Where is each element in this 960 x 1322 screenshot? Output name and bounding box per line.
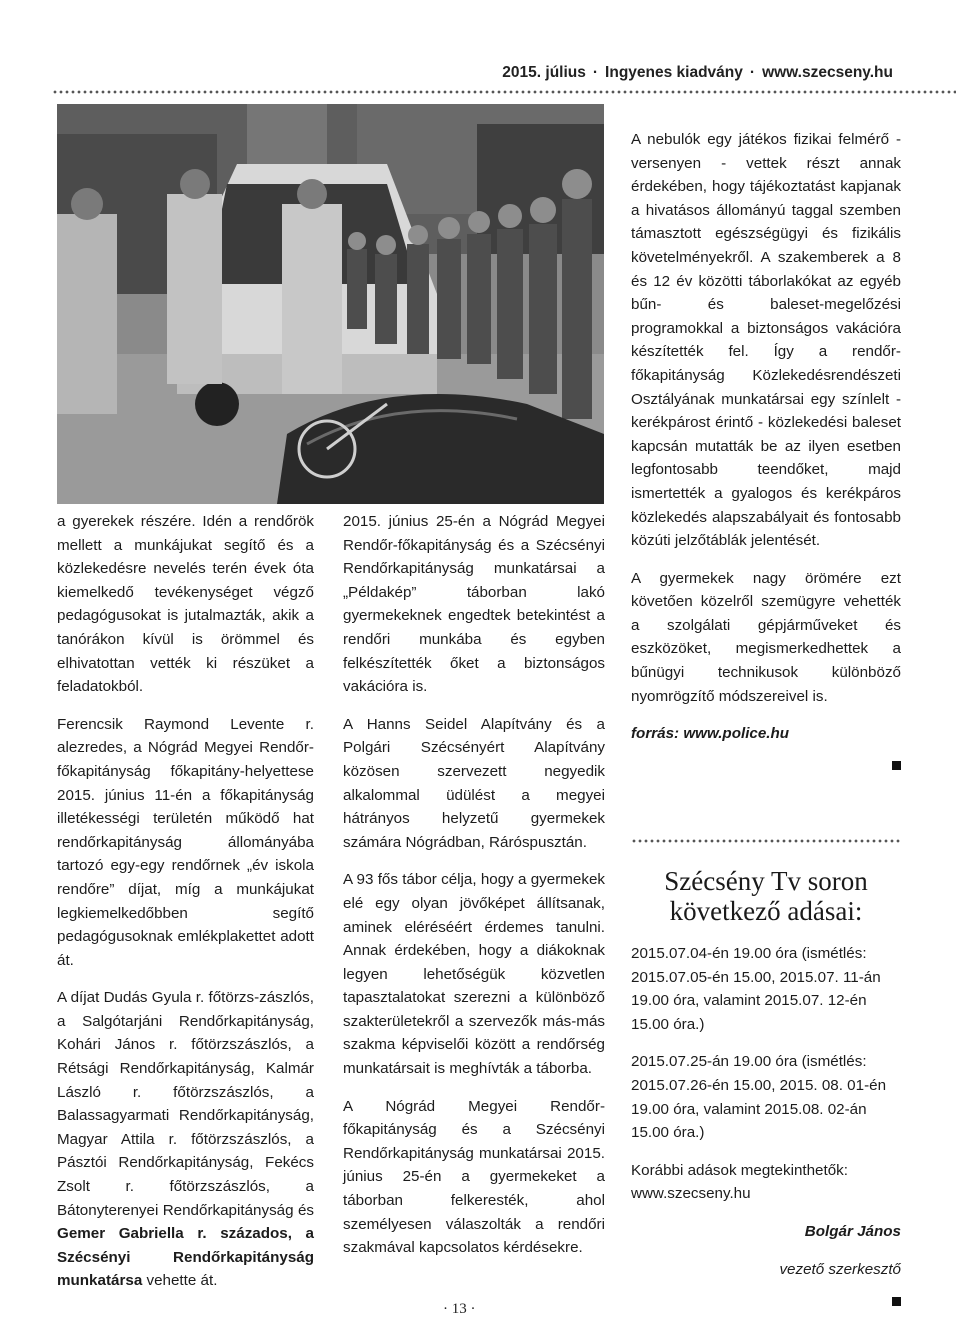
tv-title-line: következő adásai:	[669, 896, 863, 926]
header-separator: ·	[592, 64, 599, 81]
photo-illustration	[57, 104, 604, 504]
paragraph: A Hanns Seidel Alapítvány és a Polgári Szécsényért Alapítvány közösen szervezett negyedik alkalommal üdülést a megyei hátrányos helyzetű gyermekek számára Nógrádban, Ráróspusztán.	[343, 715, 605, 851]
schedule-note: Korábbi adások megtekinthetők: www.szecseny.hu	[631, 1161, 848, 1203]
section-dotted-rule	[631, 838, 901, 844]
header-site: www.szecseny.hu	[762, 64, 893, 81]
page-number: · 13 ·	[443, 1301, 476, 1317]
paragraph	[57, 986, 314, 1293]
paragraph-bold-text: Gemer Gabriella r. százados, a Szécsényi Rendőrkapitányság munkatársa	[57, 1225, 314, 1290]
paragraph: A nebulók egy játékos fizikai felmérő - versenyen - vettek részt annak érdekében, hogy tájékoztatást kapjanak a hivatásos állományú taggal szemben támasztott egészségügyi és fizikális követelményekről. A szakemberek a 8 és 12 év közötti táborlakókat az egyéb bűn- és baleset-megelőzési programokkal a biztonságos vakációra készítették fel. Így a rendőr-főkapitányság Közlekedésrendészeti Osztályának munkatársai egy színlelt - kerékpárost érintő - közlekedési baleset kapcsán mutatták be az ilyen esetben legfontosabb teendőket, majd ismertették a gyalogos és kerékpáros közlekedés alapszabályait és fontosabb közúti jelzőtáblák jelentését.	[631, 131, 901, 550]
end-square-icon	[892, 761, 901, 770]
paragraph: Ferencsik Raymond Levente r. alezredes, a Nógrád Megyei Rendőr-főkapitányság főkapitány-helyettese 2015. június 11-én a főkapitányság illetékességi területén működő hat rendőrkapitányság állományába tartozó egy-egy rendőrnek „év iskola rendőre” díjat, míg a munkájukat legkiemelkedőbben segítő pedagógusoknak emlékplakettet adott át.	[57, 715, 314, 969]
end-mark	[631, 760, 901, 772]
column-middle	[343, 510, 605, 1274]
paragraph-text: vehette át.	[146, 1272, 218, 1290]
paragraph-text: A díjat Dudás Gyula r. főtörzs-zászlós, a Salgótarjáni Rendőrkapitányság, Kohári János r. főtörzszászlós, a Rétsági Rendőrkapitányság, Kalmár László r. főtörzszászlós, a Balassagyarmati Rendőrkapitányság, Magyar Attila r. főtörzszászlós, a Pásztói Rendőrkapitányság, Fekécs Zsolt r. főtörzszászlós, a Bátonyterenyei Rendőrkapitányság és	[57, 989, 314, 1219]
schedule-entry: 2015.07.25-án 19.00 óra (ismétlés: 2015.07.26-én 15.00, 2015. 08. 01-én 19.00 óra, valamint 2015.08. 02-án 15.00 óra.)	[631, 1053, 887, 1142]
column-right	[631, 128, 901, 782]
paragraph: A 93 fős tábor célja, hogy a gyermekek elé egy olyan jövőképet állítsanak, aminek eléréséért érdemes tanulni. Annak érdekében, hogy a diákoknak legyen lehetőségük közvetlen tapasztalatokat szerezni a különböző szakterületekről a szervezők más-más szakma képviselői között a rendőrség munkatársait is meghívták a táborba.	[343, 871, 605, 1078]
header-dotted-rule	[52, 89, 956, 95]
paragraph: a gyerekek részére. Idén a rendőrök mellett a munkájukat segítő és a közlekedésre nevelés terén évek óta kiemelkedő tevékenységet végző pedagógusokat is jutalmazták, akik a tanórákon kívül is örömmel és elhivatottan vették ki részüket a feladatokból.	[57, 513, 314, 696]
header-separator: ·	[749, 64, 756, 81]
editor-role: vezető szerkesztő	[779, 1260, 901, 1278]
tv-title-line: Szécsény Tv soron	[664, 866, 868, 896]
article-source: forrás: www.police.hu	[631, 725, 790, 743]
article-photo	[57, 104, 604, 504]
schedule-entry: 2015.07.04-én 19.00 óra (ismétlés: 2015.07.05-én 15.00, 2015.07. 11-án 19.00 óra, valamint 2015.07. 12-én 15.00 óra.)	[631, 945, 881, 1033]
column-left	[57, 510, 314, 1307]
tv-schedule	[631, 942, 901, 1317]
end-square-icon	[892, 1297, 901, 1306]
editor-name: Bolgár János	[804, 1222, 901, 1240]
paragraph: A Nógrád Megyei Rendőr-főkapitányság és a Szécsényi Rendőrkapitányság munkatársai 2015. június 25-én a gyermekeket a táborban felkeresték, ahol személyesen válaszolták a rendőri szakmával kapcsolatos kérdésekre.	[343, 1097, 605, 1257]
header-date: 2015. július	[502, 64, 586, 81]
tv-section-title	[631, 866, 901, 926]
page-header	[502, 64, 893, 82]
header-edition: Ingyenes kiadvány	[605, 64, 743, 81]
end-mark	[631, 1295, 901, 1307]
paragraph: 2015. június 25-én a Nógrád Megyei Rendőr-főkapitányság és a Szécsényi Rendőrkapitányság munkatársai a „Példakép” táborban lakó gyermekeknek engedtek betekintést a rendőri munkába és egyben felkészítették őket a biztonságos vakációra is.	[343, 513, 605, 696]
paragraph: A gyermekek nagy örömére ezt követően közelről szemügyre vehették a szolgálati gépjárműveket és eszközöket, megismerkedhettek a bűnügyi technikusok különböző nyomrögzítő módszereivel is.	[631, 569, 901, 705]
